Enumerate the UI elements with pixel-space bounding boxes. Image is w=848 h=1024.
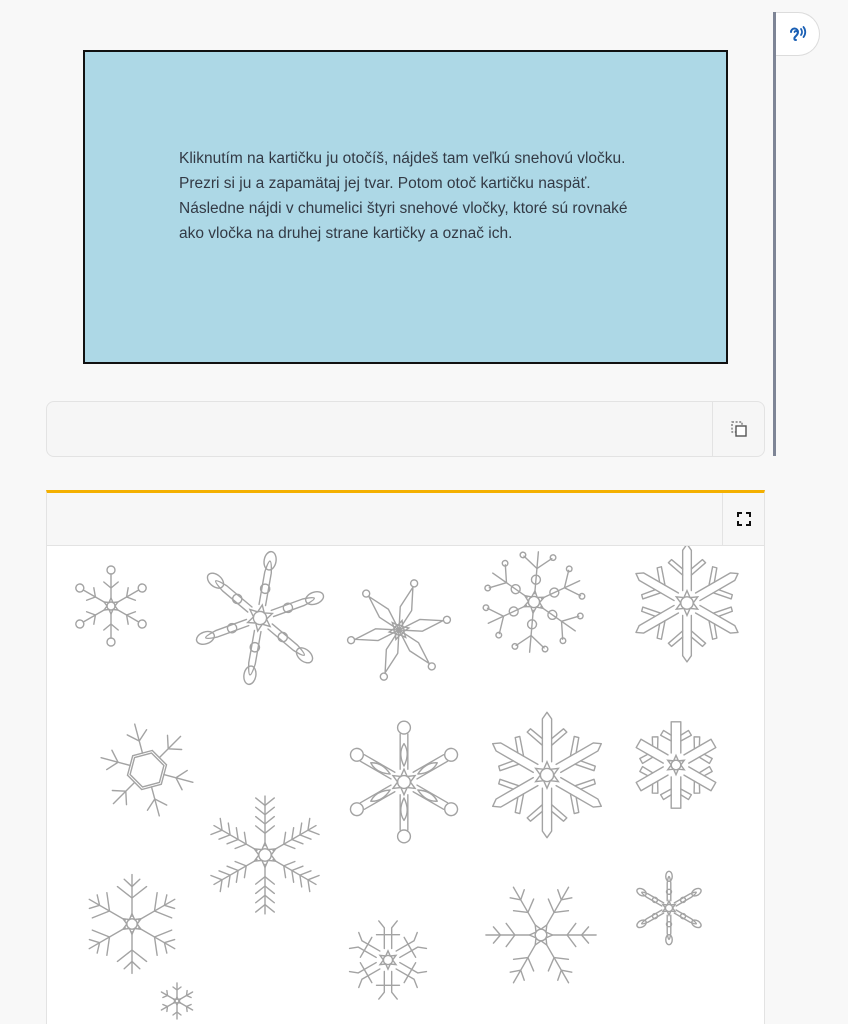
snowflake-10[interactable] — [209, 796, 320, 914]
side-rail — [773, 12, 776, 456]
card-toolbar — [46, 401, 765, 457]
snowflake-9[interactable] — [631, 722, 721, 808]
fullscreen-button[interactable] — [723, 493, 764, 545]
snowflake-13[interactable] — [467, 861, 615, 1010]
activity-panel — [46, 490, 765, 1024]
snowflake-15[interactable] — [159, 983, 194, 1019]
copy-button[interactable] — [713, 402, 765, 456]
snowflake-field — [47, 546, 764, 1024]
card-instructions: Kliknutím na kartičku ju otočíš, nájdeš tam veľkú snehovú vločku. Prezri si ju a zapamätaj jej tvar. Potom otoč kartičku naspäť. Následne nájdi v chumelici štyri snehové vločky, ktoré sú rovnaké ako vločka na druhej strane kartičky a označ ich. — [179, 150, 628, 242]
activity-header — [47, 493, 764, 546]
snowflake-4[interactable] — [477, 547, 591, 657]
snowflake-area — [47, 546, 764, 1024]
copy-icon — [730, 420, 748, 438]
snowflake-14[interactable] — [636, 871, 703, 944]
listen-button[interactable] — [776, 12, 820, 56]
snowflake-5[interactable] — [627, 546, 748, 662]
fullscreen-icon — [736, 511, 752, 527]
snowflake-3[interactable] — [337, 565, 462, 695]
snowflake-8[interactable] — [483, 712, 611, 837]
ear-sound-icon — [788, 24, 808, 44]
snowflake-1[interactable] — [73, 566, 149, 646]
snowflake-11[interactable] — [82, 875, 182, 974]
snowflake-7[interactable] — [348, 721, 460, 843]
snowflake-6[interactable] — [90, 712, 204, 828]
flip-card[interactable] — [83, 50, 728, 364]
snowflake-2[interactable] — [188, 546, 332, 695]
snowflake-12[interactable] — [348, 921, 427, 999]
